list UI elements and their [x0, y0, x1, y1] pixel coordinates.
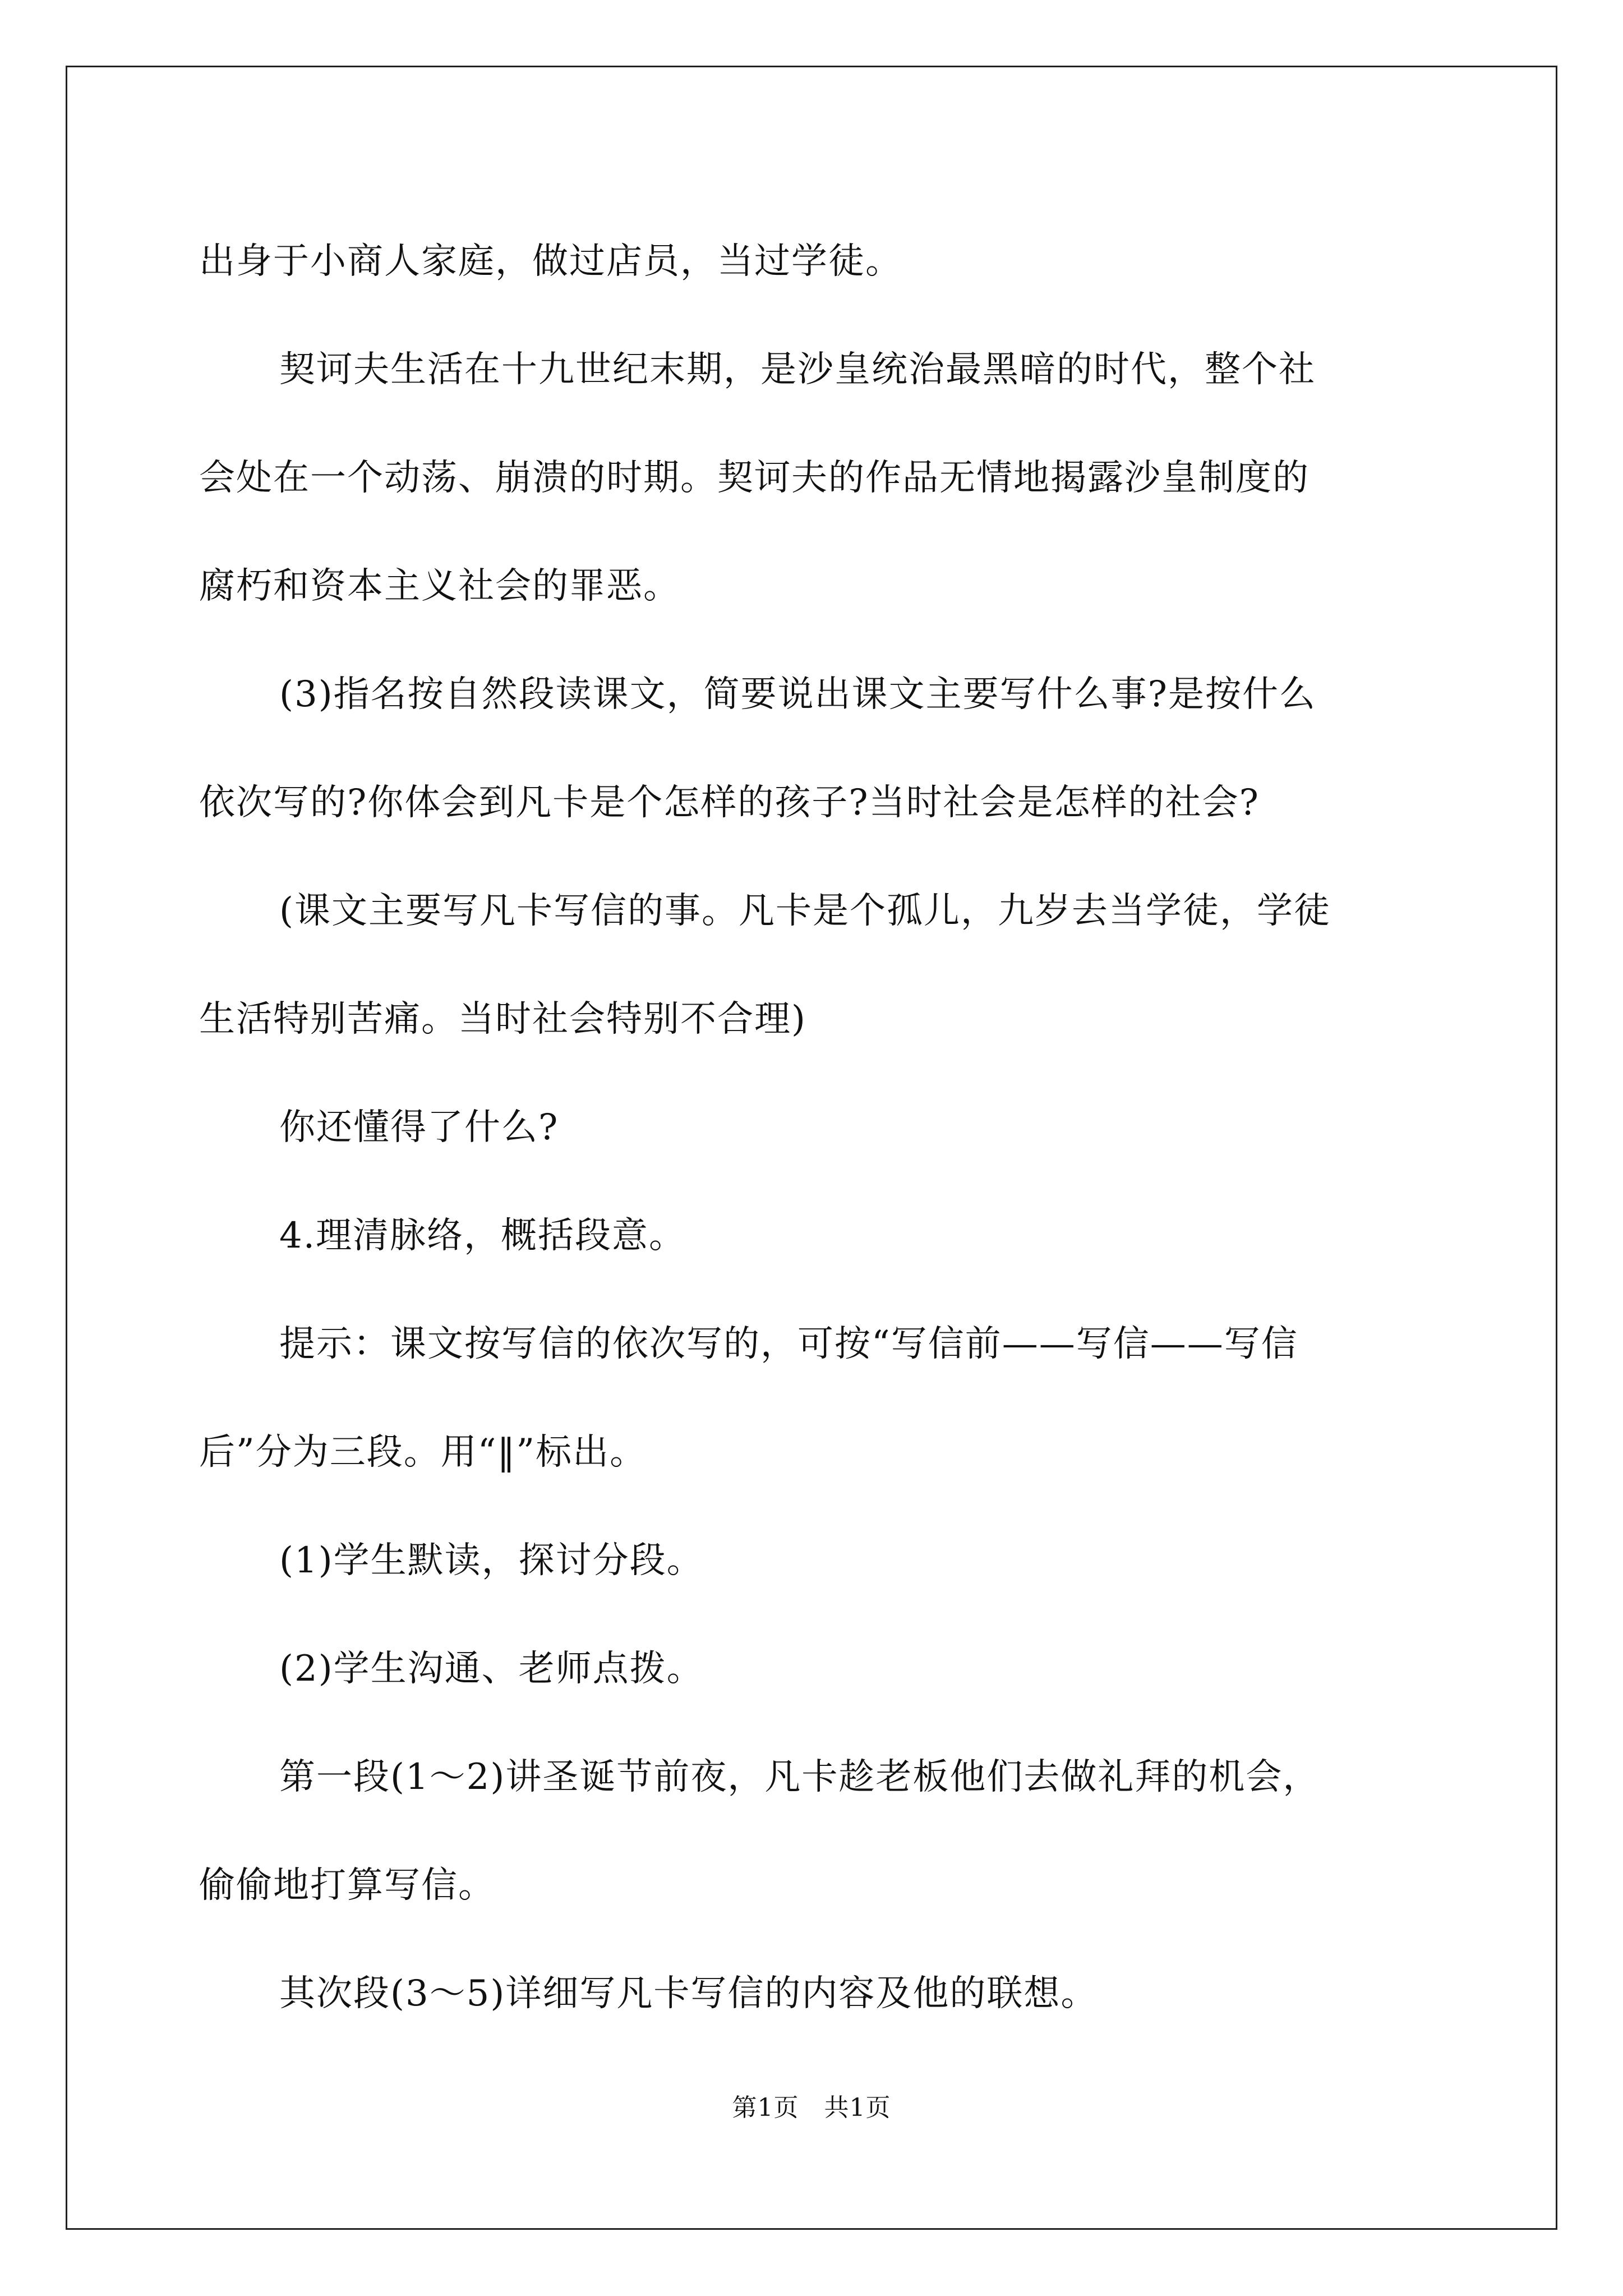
- text-line: 你还懂得了什么?: [279, 1107, 559, 1148]
- text-line: 其次段(3～5)详细写凡卡写信的内容及他的联想。: [279, 1973, 1098, 2014]
- document-body: [199, 208, 1433, 2048]
- text-line: 偷偷地打算写信。: [199, 1865, 495, 1906]
- text-line: (课文主要写凡卡写信的事。凡卡是个孤儿，九岁去当学徒，学徒: [279, 890, 1331, 932]
- text-line: 后”分为三段。用“‖”标出。: [199, 1432, 647, 1473]
- text-line: 生活特别苦痛。当时社会特别不合理): [199, 999, 806, 1040]
- page-footer: 第1页 共1页: [732, 2093, 891, 2122]
- text-line: (3)指名按自然段读课文，简要说出课文主要写什么事?是按什么: [279, 674, 1316, 715]
- text-line: 会处在一个动荡、崩溃的时期。契诃夫的作品无情地揭露沙皇制度的: [199, 457, 1310, 499]
- text-line: 腐朽和资本主义社会的罪恶。: [199, 565, 680, 607]
- text-line: 依次写的?你体会到凡卡是个怎样的孩子?当时社会是怎样的社会?: [199, 782, 1260, 823]
- text-line: 提示：课文按写信的依次写的，可按“写信前——写信——写信: [279, 1323, 1298, 1365]
- text-line: 出身于小商人家庭，做过店员，当过学徒。: [199, 241, 902, 282]
- text-line: 契诃夫生活在十九世纪末期，是沙皇统治最黑暗的时代，整个社: [279, 349, 1316, 390]
- text-line: 第一段(1～2)讲圣诞节前夜，凡卡趁老板他们去做礼拜的机会，: [279, 1756, 1320, 1798]
- text-line: (2)学生沟通、老师点拨。: [279, 1648, 704, 1690]
- text-line: (1)学生默读，探讨分段。: [279, 1540, 704, 1581]
- text-line: 4.理清脉络，概括段意。: [279, 1215, 686, 1257]
